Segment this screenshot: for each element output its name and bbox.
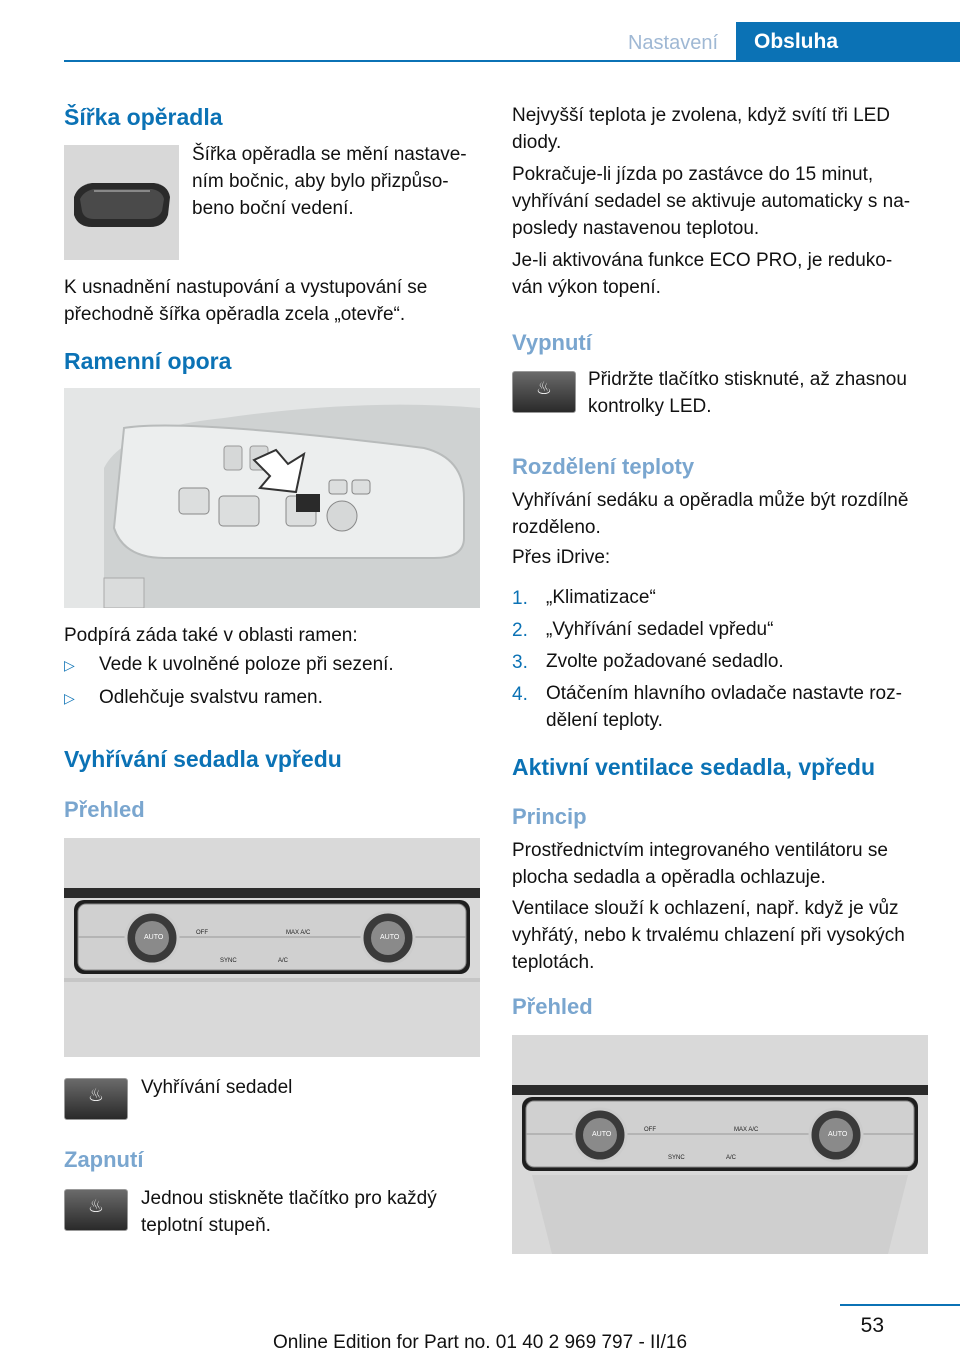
subtitle-rozdeleni: Rozdělení teploty (512, 454, 695, 479)
sirka-note-2: přechodně šířka opěradla zcela „otevře“. (64, 304, 406, 325)
console-sync-label: SYNC (668, 1155, 685, 1161)
step-number: 2. (512, 620, 528, 641)
seat-controls-image (64, 388, 480, 608)
rozdeleni-text-2: rozděleno. (512, 517, 601, 538)
vyhrivani-caption: Vyhřívání sedadel (141, 1077, 293, 1098)
tab-nastaveni[interactable]: Nastavení (627, 31, 719, 54)
backrest-width-switch-image (64, 145, 179, 260)
step-text: Otáčením hlavního ovladače nastavte roz- (546, 683, 902, 704)
ramenni-bullet-1: Vede k uvolněné poloze při sezení. (99, 654, 394, 675)
console-off-label: OFF (196, 930, 208, 936)
ventilace-text-1: Ventilace slouží k ochlazení, např. když je vůz (512, 898, 899, 919)
top-text-1: Nejvyšší teplota je zvolena, když svítí tři LED (512, 105, 891, 126)
page-number: 53 (860, 1314, 884, 1337)
princip-text-2: plocha sedadla a opěradla ochlazuje. (512, 867, 826, 888)
climate-console-image-left (64, 838, 480, 1057)
console-sync-label: SYNC (220, 958, 237, 964)
top-text-2: diody. (512, 132, 562, 153)
eco-2: ván výkon topení. (512, 277, 661, 298)
step-text: „Klimatizace“ (546, 587, 656, 608)
climate-console-image-right (512, 1035, 928, 1254)
seat-heating-icon: ♨ (64, 1078, 128, 1120)
vypnuti-text-2: kontrolky LED. (588, 396, 712, 417)
pokracuje-3: posledy nastavenou teplotou. (512, 218, 760, 239)
console-auto-label: AUTO (380, 934, 400, 941)
subtitle-prehled-left: Přehled (64, 797, 145, 822)
princip-text-1: Prostřednictvím integrovaného ventilátoru se (512, 840, 888, 861)
footer-edition: Online Edition for Part no. 01 40 2 969 797 - II/16 (272, 1332, 688, 1353)
sirka-note-1: K usnadnění nastupování a vystupování se (64, 277, 428, 298)
seat-heating-icon: ♨ (512, 371, 576, 413)
step-number: 4. (512, 684, 528, 705)
console-ac-label: A/C (278, 958, 289, 964)
ramenni-intro: Podpírá záda také v oblasti ramen: (64, 625, 358, 646)
ventilace-text-2: vyhřátý, nebo k trvalému chlazení při vysokých (512, 925, 905, 946)
subtitle-princip: Princip (512, 804, 587, 829)
step-text: dělení teploty. (546, 710, 663, 731)
step-text: Zvolte požadované sedadlo. (546, 651, 784, 672)
console-max-ac-label: MAX A/C (734, 1127, 759, 1133)
tab-obsluha[interactable]: Obsluha (736, 22, 960, 62)
console-auto-label: AUTO (144, 934, 164, 941)
ventilace-text-3: teplotách. (512, 952, 595, 973)
console-max-ac-label: MAX A/C (286, 930, 311, 936)
pokracuje-1: Pokračuje-li jízda po zastávce do 15 minut, (512, 164, 874, 185)
section-title-sirka: Šířka opěradla (64, 104, 223, 130)
sirka-text-1: Šířka opěradla se mění nastave- (192, 144, 467, 165)
bullet-marker: ▷ (64, 657, 75, 673)
subtitle-prehled-right: Přehled (512, 994, 593, 1019)
rozdeleni-text-1: Vyhřívání sedáku a opěradla může být rozdílně (512, 490, 909, 511)
step-number: 3. (512, 652, 528, 673)
section-title-ramenni: Ramenní opora (64, 348, 232, 374)
seat-heating-icon: ♨ (64, 1189, 128, 1231)
ramenni-bullet-2: Odlehčuje svalstvu ramen. (99, 687, 323, 708)
header-rule (64, 60, 960, 62)
subtitle-zapnuti: Zapnutí (64, 1147, 144, 1172)
sirka-text-2: ním bočnic, aby bylo přizpůso- (192, 171, 449, 192)
eco-1: Je-li aktivována funkce ECO PRO, je reduko- (512, 250, 893, 271)
zapnuti-text-1: Jednou stiskněte tlačítko pro každý (141, 1188, 437, 1209)
bullet-marker: ▷ (64, 690, 75, 706)
subtitle-vypnuti: Vypnutí (512, 330, 592, 355)
console-ac-label: A/C (726, 1155, 737, 1161)
step-text: „Vyhřívání sedadel vpředu“ (546, 619, 774, 640)
console-auto-label: AUTO (592, 1131, 612, 1138)
console-auto-label: AUTO (828, 1131, 848, 1138)
pokracuje-2: vyhřívání sedadel se aktivuje automaticky s na- (512, 191, 911, 212)
vypnuti-text-1: Přidržte tlačítko stisknuté, až zhasnou (588, 369, 907, 390)
section-title-vyhrivani: Vyhřívání sedadla vpředu (64, 746, 342, 772)
step-number: 1. (512, 588, 528, 609)
zapnuti-text-2: teplotní stupeň. (141, 1215, 271, 1236)
sirka-text-3: beno boční vedení. (192, 198, 354, 219)
pres-idrive: Přes iDrive: (512, 547, 611, 568)
section-title-aktivni: Aktivní ventilace sedadla, vpředu (512, 754, 876, 780)
footer-rule (840, 1304, 960, 1306)
console-off-label: OFF (644, 1127, 656, 1133)
